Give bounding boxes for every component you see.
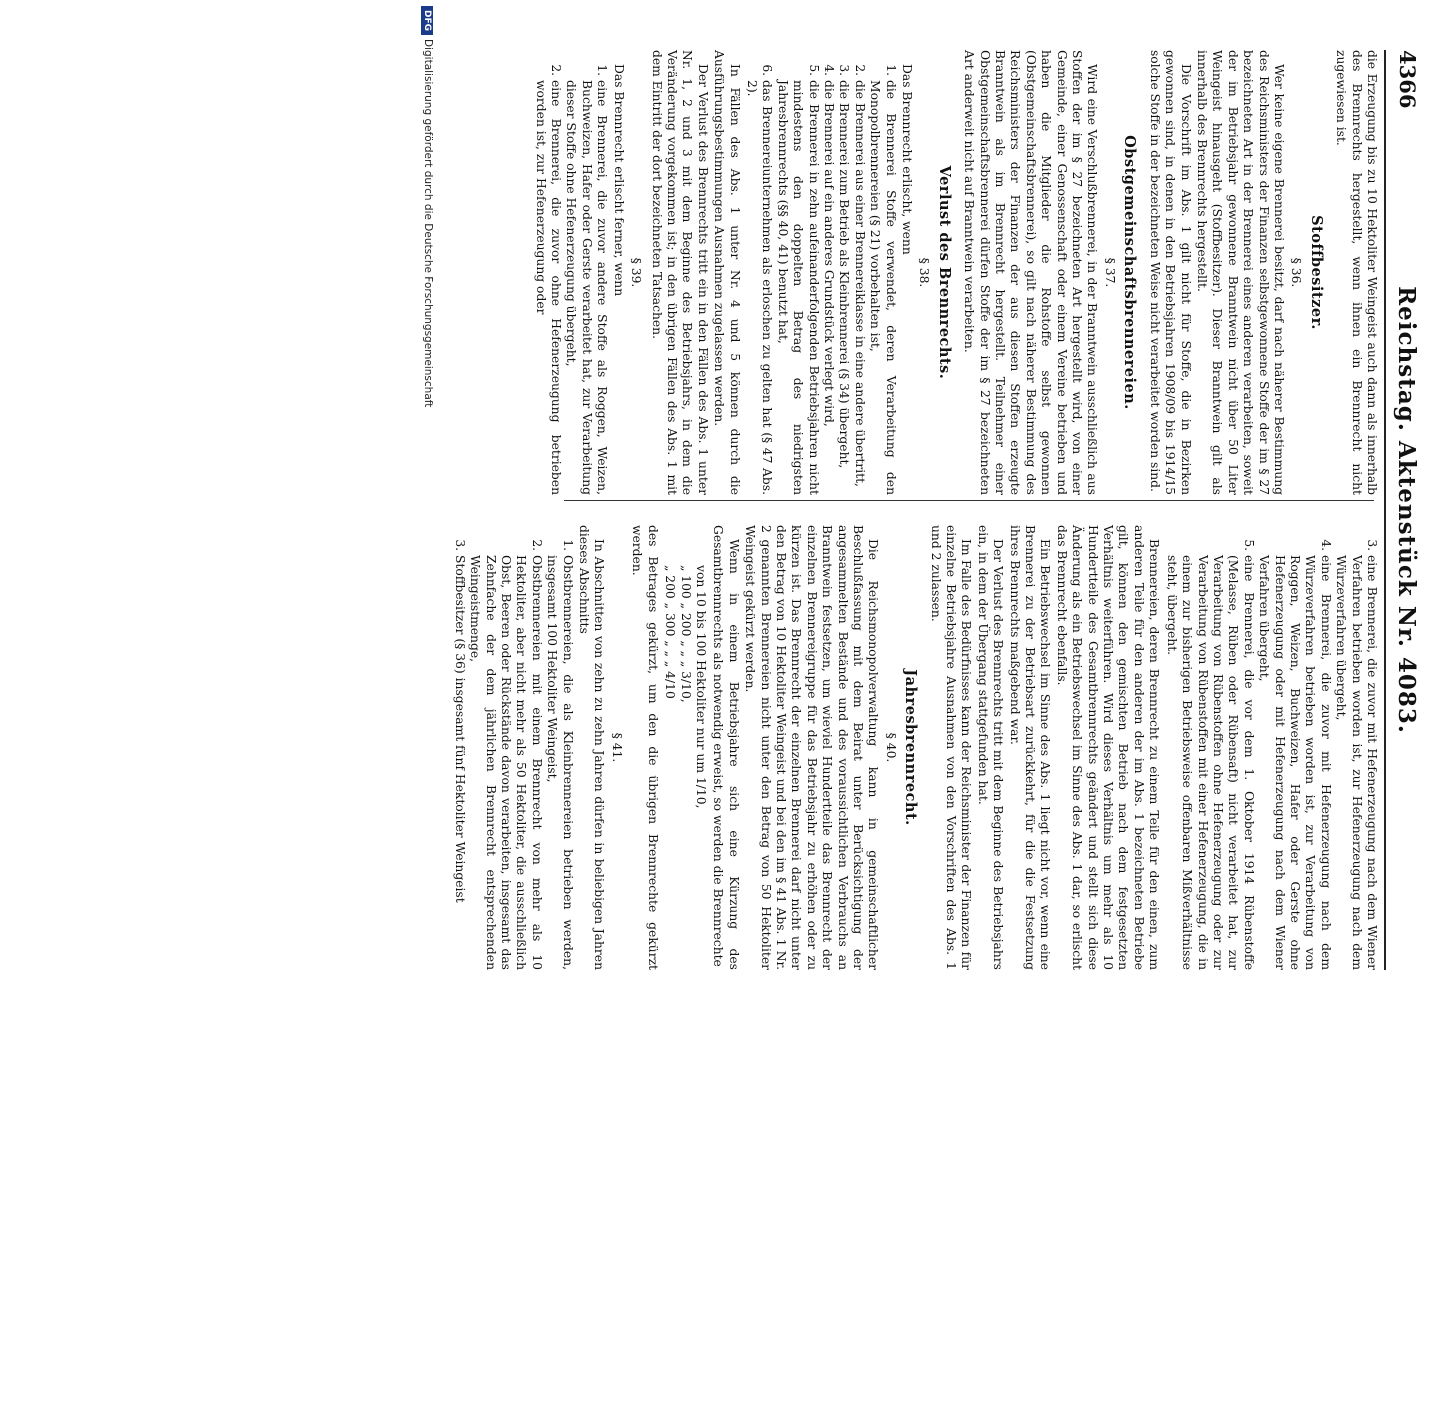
section-heading: Verlust des Brennrechts. (935, 165, 953, 380)
paragraph: Wird eine Verschlußbrennerei, in der Branntwein ausschließlich aus Stoffen der im § 27 bezeichneten Art hergestellt wird, von einer Gemeinde, einer Genossenschaft oder einem Vereine betrieben und haben die Mitglieder die Rohstoffe selbst gewonnen (Obstgemeinschaftsbrennerei), so gilt nach näherer Bestimmung des Reichsministers der Finanzen der aus diesen Stoffen erzeugte Branntwein als im Brennrecht hergestellt. Teilnehmer einer Obstgemeinschaftsbrennerei dürfen Stoffe der im § 27 bezeichneten Art anderweit nicht auf Branntwein verarbeiten. (962, 50, 1100, 495)
list-item: 1. eine Brennerei, die zuvor andere Stoffe als Roggen, Weizen, Buchweizen, Hafer oder Gerste verarbeitet hat, zur Verarbeitung dieser Stoffe ohne Hefenerzeugung übergeht, (563, 80, 609, 495)
paragraph-number: § 38. (917, 257, 932, 288)
paragraph: Im Falle des Bedürfnisses kann der Reichsminister der Finanzen für einzelne Betriebsjahre Ausnahmen von den Vorschriften des Abs. 1 und 2 zulassen. (928, 525, 974, 970)
numbered-list (451, 525, 574, 970)
list-item: 5. die Brennerei in zehn aufeinanderfolgenden Betriebsjahren nicht mindestens den doppelten Betrag des niedrigsten Jahresbrennrechts (§§ 40, 41) benutzt hat, (774, 80, 820, 495)
column-divider (564, 500, 1374, 501)
page-title: Reichstag. Aktenstück Nr. 4083. (1393, 286, 1420, 734)
paragraph: In Fällen des Abs. 1 unter Nr. 4 und 5 können durch die Ausführungsbestimmungen Ausnahmen zugelassen werden. (712, 50, 742, 495)
left-column (533, 50, 1379, 495)
paragraph: Brennereien, deren Brennrecht zu einem Teile für den einen, zum anderen Teile für den anderen der im Abs. 1 bezeichneten Betriebe gilt, können den gemischten Betrieb nach dem festgesetzten Verhältnis weiterführen. Wird dieses Verhältnis um mehr als 10 Hundertteile des Gesamtbrennrechts geändert und stellt sich diese Änderung als ein Betriebswechsel im Sinne des Abs. 1 dar, so erlischt das Brennrecht ebenfalls. (1054, 525, 1162, 970)
digitization-credit (404, 6, 434, 1426)
scale-row (662, 565, 677, 970)
list-item: 5. eine Brennerei, die vor dem 1. Oktober 1914 Rübenstoffe (Melasse, Rüben oder Rübensaft) nicht verarbeitet hat, zur Verarbeitung von Rübenstoffen ohne Hefenerzeugung oder zur Verarbeitung von Rübenstoffen mit einer Hefenerzeugung, die in einem zur bisherigen Betriebsweise offenbaren Mißverhältnisse steht, übergeht. (1163, 555, 1255, 970)
section-heading: Stoffbesitzer. (1307, 215, 1325, 330)
list-item: 1. die Brennerei Stoffe verwendet, deren Verarbeitung den Monopolbrennereien (§ 21) vorbehalten ist, (867, 80, 898, 495)
paragraph: Wer keine eigene Brennerei besitzt, darf nach näherer Bestimmung des Reichsministers der Finanzen selbstgewonnene Stoffe der im § 27 bezeichneten Art in der Brennerei eines anderen verarbeiten, soweit der im Betriebsjahr gewonnene Branntwein nicht über 50 Liter Weingeist hinausgeht (Stoffbesitzer). Dieser Branntwein gilt als innerhalb des Brennrechts hergestellt. (1194, 50, 1286, 495)
list-item: 1. Obstbrennereien, die als Kleinbrennereien betrieben werden, insgesamt 100 Hektoliter Weingeist, (544, 555, 575, 970)
list-item: 2. Obstbrennereien mit einem Brennrecht von mehr als 10 Hektoliter, aber nicht mehr als 50 Hektoliter, die ausschließlich Obst, Beeren oder Rückstände davon verarbeiten, insgesamt das Zehnfache der dem jährlichen Brennrecht entsprechenden Weingeistmenge, (467, 555, 544, 970)
list-item: 2. die Brennerei aus einer Brennereiklasse in eine andere übertritt, (851, 80, 866, 495)
page-header (1384, 50, 1426, 970)
numbered-list (744, 50, 898, 495)
numbered-list (1163, 525, 1379, 970)
paragraph: des Betrages gekürzt, um den die übrigen Brennrechte gekürzt werden. (630, 525, 660, 970)
scale-fraction: 1/10, (693, 776, 708, 809)
list-item: 4. eine Brennerei, die zuvor mit Hefenerzeugung nach dem Würzeverfahren betrieben worden ist, zur Verarbeitung von Roggen, Weizen, Buchweizen, Hafer oder Gerste ohne Hefenerzeugung oder mit Hefenerzeugung nach dem Wiener Verfahren übergeht, (1256, 555, 1333, 970)
paragraph: Wenn in einem Betriebsjahre sich eine Kürzung des Gesamtbrennrechts als notwendig erweist, so werden die Brennrechte (711, 525, 741, 970)
page-number: 4366 (1395, 50, 1420, 109)
credit-text: Digitalisierung gefördert durch die Deutsche Forschungsgemeinschaft (422, 39, 434, 408)
scale-fraction: 3/10, (678, 671, 693, 703)
list-item: 3. die Brennerei zum Betrieb als Kleinbrennerei (§ 34) übergeht, (836, 80, 851, 495)
numbered-list (532, 50, 609, 495)
reduction-scale (662, 525, 708, 970)
list-item: 3. Stoffbesitzer (§ 36) insgesamt fünf Hektoliter Weingeist (451, 555, 466, 970)
list-item: 3. eine Brennerei, die zuvor mit Hefenerzeugung nach dem Wiener Verfahren betrieben worden ist, zur Hefenerzeugung nach dem Würzeverfahren übergeht, (1333, 555, 1379, 970)
scale-row (693, 565, 708, 970)
paragraph: Die Reichsmonopolverwaltung kann in gemeinschaftlicher Beschlußfassung mit dem Beirat unter Berücksichtigung der angesammelten Bestände und des voraussichtlichen Verbrauchs an Branntwein festsetzen, um wieviel Hundertteile das Brennrecht der einzelnen Brennereigruppe für das Betriebsjahr zu erhöhen oder zu kürzen ist. Das Brennrecht der einzelnen Brennerei darf nicht unter den Betrag von 10 Hektoliter Weingeist und bei den im § 41 Abs. 1 Nr. 2 genannten Brennereien nicht unter den Betrag von 50 Hektoliter Weingeist gekürzt werden. (743, 525, 881, 970)
paragraph: In Abschnitten von zehn zu zehn Jahren dürfen in beliebigen Jahren dieses Abschnitts (577, 525, 607, 970)
section-heading: Obstgemeinschaftsbrennereien. (1121, 135, 1139, 410)
paragraph-number: § 37. (1102, 257, 1117, 288)
list-item: 6. das Brennereiunternehmen als erloschen zu gelten hat (§ 47 Abs. 2). (744, 80, 775, 495)
right-column (452, 525, 1379, 970)
scale-range: „ 200 „ 300 „ „ „ (663, 565, 678, 668)
section-heading: Jahresbrennrecht. (902, 669, 920, 826)
scale-row (677, 565, 692, 970)
dfg-logo: DFG (421, 6, 433, 35)
paragraph-number: § 40. (883, 732, 898, 763)
paragraph-number: § 41. (609, 732, 624, 763)
scale-fraction: 4/10 (663, 671, 678, 699)
paragraph: Das Brennrecht erlischt, wenn (900, 64, 915, 255)
paragraph-number: § 39. (629, 257, 644, 288)
paragraph: Der Verlust des Brennrechts tritt ein in den Fällen des Abs. 1 unter Nr. 1, 2 und 3 mit dem Beginne des Betriebsjahrs, in dem die Veränderung vorgekommen ist; in den übrigen Fällen des Abs. 1 mit dem Eintritt der dort bezeichneten Tatsachen. (649, 50, 710, 495)
paragraph: Ein Betriebswechsel im Sinne des Abs. 1 liegt nicht vor, wenn eine Brennerei zu der Betriebsart zurückkehrt, für die die Festsetzung ihres Brennrechts maßgebend war. (1007, 525, 1053, 970)
scale-range: „ 100 „ 200 „ „ „ (678, 565, 693, 668)
list-item: 2. eine Brennerei, die zuvor ohne Hefenerzeugung betrieben worden ist, zur Hefenerzeugung oder (532, 80, 563, 495)
list-item: 4. die Brennerei auf ein anderes Grundstück verlegt wird, (821, 80, 836, 495)
paragraph: die Erzeugung bis zu 10 Hektoliter Weingeist auch dann als innerhalb des Brennrechts hergestellt, wenn ihnen ein Brennrecht nicht zugewiesen ist. (1334, 50, 1379, 495)
scale-range: von 10 bis 100 Hektoliter nur um (693, 565, 708, 774)
paragraph-number: § 36. (1289, 257, 1304, 288)
paragraph: Das Brennrecht erlischt ferner, wenn (611, 64, 626, 297)
paragraph: Die Vorschrift im Abs. 1 gilt nicht für Stoffe, die in Bezirken gewonnen sind, in denen in den Betriebsjahren 1908/09 bis 1914/15 solche Stoffe in der bezeichneten Weise nicht verarbeitet worden sind. (1147, 50, 1193, 495)
paragraph: Der Verlust des Brennrechts tritt mit dem Beginne des Betriebsjahrs ein, in dem der Übergang stattgefunden hat. (975, 525, 1006, 970)
